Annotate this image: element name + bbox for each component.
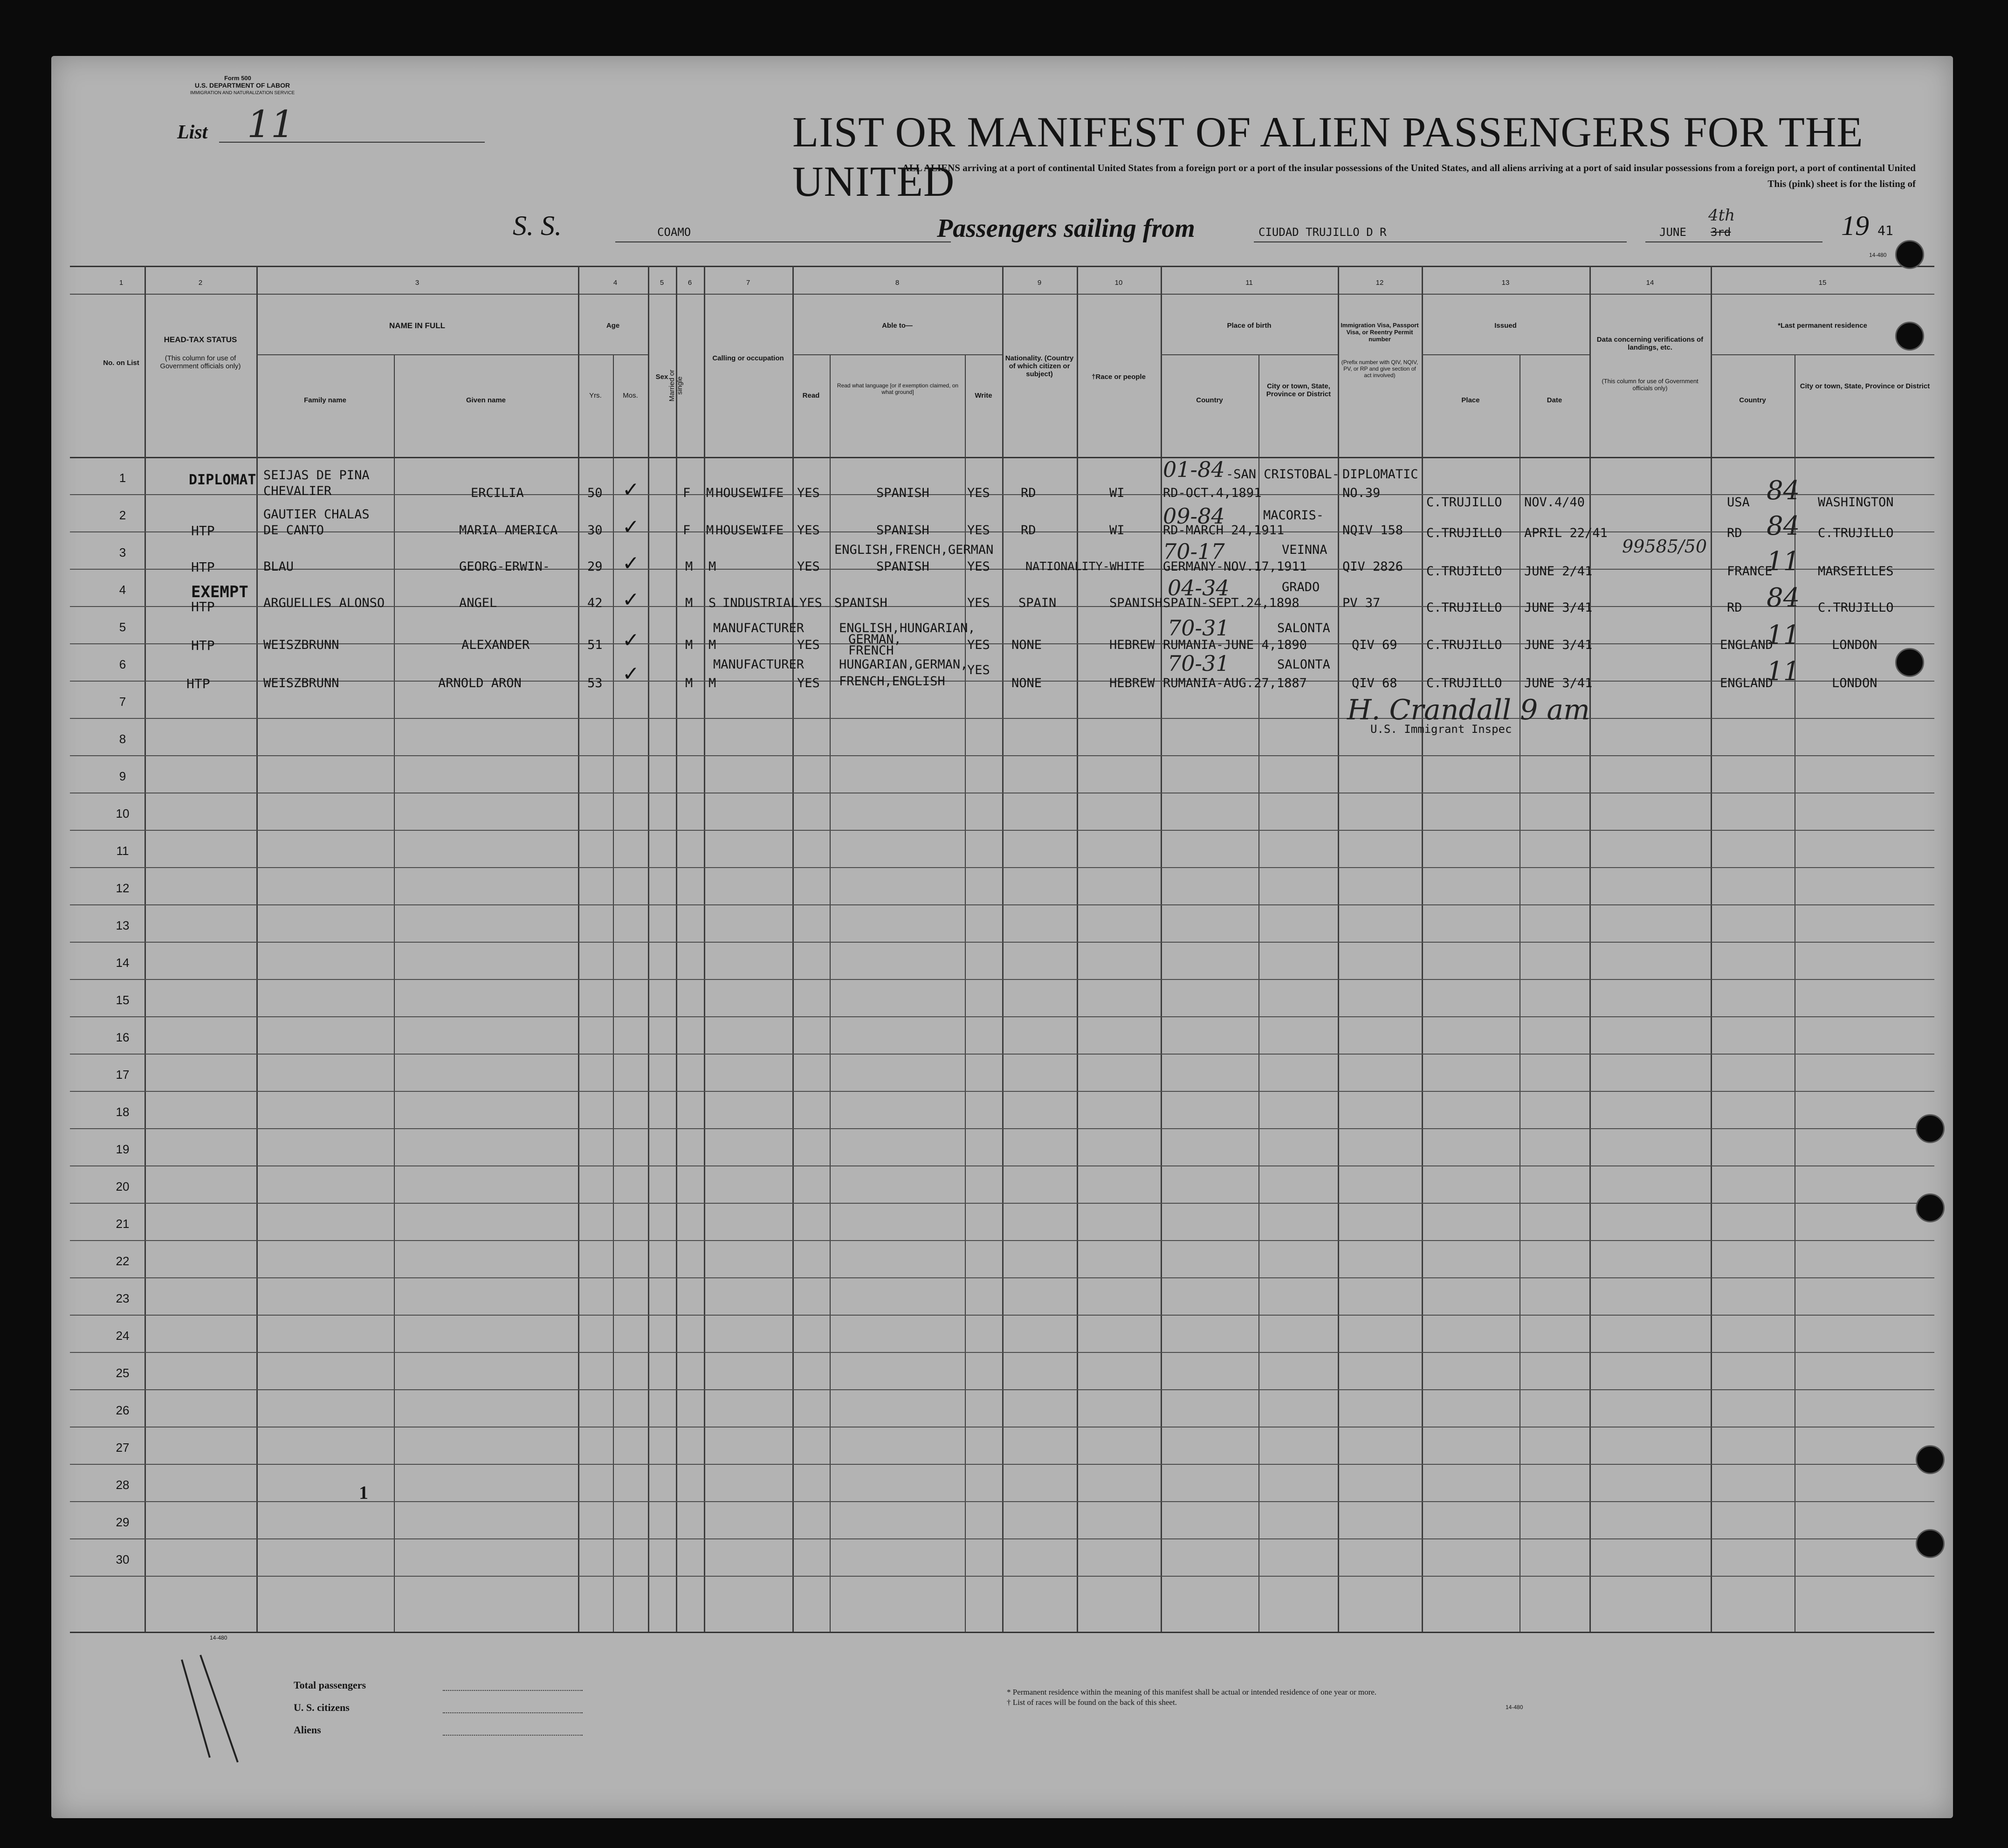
row2-given: MARIA AMERICA xyxy=(459,523,558,538)
header-name-in-full: NAME IN FULL xyxy=(389,321,445,330)
row6-res-country: ENGLAND xyxy=(1720,676,1773,690)
age-divider xyxy=(578,354,648,355)
row-number: 11 xyxy=(116,844,129,858)
row6-read: YES xyxy=(797,676,820,690)
row1-family-top: SEIJAS DE PINA xyxy=(263,468,370,483)
col-num-14: 14 xyxy=(1646,279,1654,287)
col-num-8: 8 xyxy=(895,279,900,287)
row3-check: ✓ xyxy=(622,552,640,575)
row1-res-country: USA xyxy=(1727,495,1750,510)
header-married: Married or single xyxy=(668,369,684,402)
row-line xyxy=(70,1240,1934,1241)
year-suffix: 41 xyxy=(1877,223,1893,238)
row-number: 21 xyxy=(116,1217,130,1231)
hand-code-row6: 70-31 xyxy=(1168,651,1230,676)
corner-code: 14-480 xyxy=(1869,252,1887,258)
row1-birth-city-top: -SAN CRISTOBAL- xyxy=(1226,467,1340,482)
row-line xyxy=(70,904,1934,905)
row3-family: BLAU xyxy=(263,559,294,574)
row4-race: SPANISH xyxy=(1109,596,1162,610)
row3-res-country: FRANCE xyxy=(1727,564,1773,579)
row6-language: FRENCH,ENGLISH xyxy=(839,674,945,689)
list-label: List xyxy=(177,122,208,143)
row2-nationality: RD xyxy=(1021,523,1036,538)
hand-res-row2: 84 xyxy=(1767,511,1800,541)
row-line xyxy=(70,1277,1934,1278)
binder-hole xyxy=(1895,240,1924,269)
col-num-1: 1 xyxy=(119,279,124,287)
row5-status: HTP xyxy=(191,638,215,653)
binder-hole xyxy=(1916,1529,1945,1558)
row5-race: HEBREW xyxy=(1109,638,1155,652)
hand-res-row1: 84 xyxy=(1767,476,1800,506)
row6-issued-date: JUNE 3/41 xyxy=(1524,676,1593,690)
header-read: Read xyxy=(802,392,820,400)
name-divider xyxy=(256,354,578,355)
row3-given: GEORG-ERWIN- xyxy=(459,559,550,574)
row2-family-top: GAUTIER CHALAS xyxy=(263,507,370,522)
row-number: 1 xyxy=(119,471,126,485)
row5-language-top: ENGLISH,HUNGARIAN, xyxy=(839,621,976,635)
row2-marital: M xyxy=(706,523,714,538)
footer-us-citizens: U. S. citizens xyxy=(294,1702,350,1713)
col-line xyxy=(830,354,831,1632)
row4-status: HTP xyxy=(191,599,215,614)
row4-marital: S xyxy=(708,596,716,610)
row-number: 23 xyxy=(116,1291,130,1305)
col-num-15: 15 xyxy=(1818,279,1827,287)
row4-nationality: SPAIN xyxy=(1018,596,1057,610)
row6-status: HTP xyxy=(186,676,210,691)
row-number: 14 xyxy=(116,956,130,970)
row-number: 12 xyxy=(116,881,130,895)
header-birth-country: Country xyxy=(1196,396,1223,404)
row-line xyxy=(70,1501,1934,1502)
col-line xyxy=(613,354,614,1632)
row1-issued-date: NOV.4/40 xyxy=(1524,495,1585,510)
ship-name: COAMO xyxy=(657,226,691,239)
row3-res-city: MARSEILLES xyxy=(1818,564,1894,579)
date-month: JUNE xyxy=(1659,226,1686,239)
row3-issued-date: JUNE 2/41 xyxy=(1524,564,1593,579)
ship-underline xyxy=(615,241,951,242)
port-underline xyxy=(1254,241,1627,242)
row1-marital: M xyxy=(706,486,714,500)
birth-divider xyxy=(1161,354,1338,355)
row6-issued-place: C.TRUJILLO xyxy=(1426,676,1502,690)
row-number: 27 xyxy=(116,1441,130,1455)
row6-res-city: LONDON xyxy=(1832,676,1877,690)
date-day: 4th xyxy=(1708,206,1735,225)
row4-sex: M xyxy=(685,596,693,610)
row3-language-top: ENGLISH,FRENCH,GERMAN xyxy=(834,543,994,557)
row-number: 5 xyxy=(119,620,126,634)
header-given-name: Given name xyxy=(466,396,506,404)
instruction-text: ALL ALIENS arriving at a port of continental United States from a foreign port or a port of the insular possessions of the United States, and all aliens arriving at a port of said insular possessions from a foreign port, a port of continental United xyxy=(902,162,1916,173)
row2-issued-date: APRIL 22/41 xyxy=(1524,526,1608,540)
header-res-country: Country xyxy=(1739,396,1766,404)
row-line xyxy=(70,1054,1934,1055)
row3-write: YES xyxy=(967,559,990,574)
footer-total-passengers: Total passengers xyxy=(294,1679,366,1691)
row-line xyxy=(70,494,1934,495)
row6-nationality: NONE xyxy=(1011,676,1042,690)
header-mos: Mos. xyxy=(623,392,638,400)
row-number: 8 xyxy=(119,732,126,746)
header-race: †Race or people xyxy=(1092,373,1146,381)
department-name: U.S. DEPARTMENT OF LABOR xyxy=(194,82,290,89)
row-number: 25 xyxy=(116,1366,130,1380)
row3-birth-city-top: VEINNA xyxy=(1282,543,1327,557)
row-line xyxy=(70,942,1934,943)
row-line xyxy=(70,1091,1934,1092)
header-issued-date: Date xyxy=(1547,396,1562,404)
binder-hole xyxy=(1916,1114,1945,1143)
row6-write: YES xyxy=(967,663,990,677)
row5-language-bottom: FRENCH xyxy=(848,643,894,658)
row5-family: WEISZBRUNN xyxy=(263,638,339,652)
header-issued-place: Place xyxy=(1461,396,1480,404)
row5-issued-date: JUNE 3/41 xyxy=(1524,638,1593,652)
row-number: 4 xyxy=(119,583,126,597)
col-line xyxy=(394,354,395,1632)
row-line xyxy=(70,1315,1934,1316)
col-line xyxy=(1258,354,1259,1632)
row4-language: SPANISH xyxy=(834,596,887,610)
header-place-of-birth: Place of birth xyxy=(1227,322,1272,330)
row2-family: DE CANTO xyxy=(263,523,324,538)
row5-marital: M xyxy=(708,638,716,652)
row4-occupation: INDUSTRIAL xyxy=(722,596,798,610)
row2-check: ✓ xyxy=(622,515,640,539)
row-number: 30 xyxy=(116,1552,130,1566)
row-number: 20 xyxy=(116,1179,130,1193)
row1-sex: F xyxy=(683,486,691,500)
row2-res-country: RD xyxy=(1727,526,1742,540)
row5-issued-place: C.TRUJILLO xyxy=(1426,638,1502,652)
row4-visa: PV 37 xyxy=(1342,596,1381,610)
row-line xyxy=(70,1389,1934,1390)
row-line xyxy=(70,531,1934,532)
header-sex: Sex xyxy=(655,373,668,381)
row6-marital: M xyxy=(708,676,716,690)
ss-label: S. S. xyxy=(513,210,562,241)
header-nationality: Nationality. (Country of which citizen or subject) xyxy=(1005,354,1074,378)
row1-race: WI xyxy=(1109,486,1125,500)
col-num-6: 6 xyxy=(688,279,692,287)
row5-language: GERMAN, xyxy=(848,632,901,647)
row6-occupation: MANUFACTURER xyxy=(713,657,805,672)
row1-res-city: WASHINGTON xyxy=(1818,495,1894,510)
header-res-city: City or town, State, Province or District xyxy=(1800,382,1930,390)
row3-birth: GERMANY-NOV.17,1911 xyxy=(1163,559,1307,574)
row2-occupation: HOUSEWIFE xyxy=(715,523,784,538)
row3-read: YES xyxy=(797,559,820,574)
row-number: 29 xyxy=(116,1515,130,1529)
hand-code-row2: 09-84 xyxy=(1163,503,1225,529)
row5-check: ✓ xyxy=(622,628,640,652)
us-citizens-line xyxy=(443,1712,583,1713)
row5-age: 51 xyxy=(587,638,603,652)
row-line xyxy=(70,1576,1934,1577)
row1-birth: RD-OCT.4,1891 xyxy=(1163,486,1262,500)
row3-status: HTP xyxy=(191,559,215,575)
date-underline xyxy=(1645,241,1822,242)
row-line xyxy=(70,979,1934,980)
row-number: 15 xyxy=(116,993,130,1007)
header-last-residence: *Last permanent residence xyxy=(1778,322,1867,330)
row-line xyxy=(70,569,1934,570)
row2-write: YES xyxy=(967,523,990,538)
row-line xyxy=(70,1203,1934,1204)
row1-issued-place: C.TRUJILLO xyxy=(1426,495,1502,510)
header-read-language: Read what language [or if exemption claimed, on what ground] xyxy=(837,382,959,395)
row4-write: YES xyxy=(967,596,990,610)
header-head-tax: HEAD-TAX STATUS xyxy=(164,335,237,344)
row6-sex: M xyxy=(685,676,693,690)
table-bottom-border xyxy=(70,1632,1934,1633)
row4-birth: SPAIN-SEPT.24,1898 xyxy=(1163,596,1300,610)
list-number: 11 xyxy=(247,103,295,146)
hand-res-row5: 11 xyxy=(1767,620,1800,650)
row4-read: YES xyxy=(799,596,822,610)
header-head-tax-note: (This column for use of Government officials only) xyxy=(160,354,241,370)
page-count: 1 xyxy=(359,1482,368,1503)
row2-language: SPANISH xyxy=(876,523,929,538)
form-number: Form 500 xyxy=(224,75,251,82)
row2-birth-city-top: MACORIS- xyxy=(1263,508,1324,523)
sailing-label: Passengers sailing from xyxy=(937,214,1195,243)
issued-divider xyxy=(1422,354,1589,355)
footer-aliens: Aliens xyxy=(294,1724,321,1736)
row-line xyxy=(70,681,1934,682)
row6-age: 53 xyxy=(587,676,603,690)
header-verifications: Data concerning verifications of landings, etc. xyxy=(1596,336,1704,352)
col-num-10: 10 xyxy=(1114,279,1123,287)
row-number: 17 xyxy=(116,1068,130,1082)
row-line xyxy=(70,1128,1934,1129)
footer-code-left: 14-480 xyxy=(210,1634,227,1641)
header-age: Age xyxy=(606,322,620,330)
hand-verification-row3: 99585/50 xyxy=(1622,536,1707,557)
col-num-12: 12 xyxy=(1375,279,1384,287)
row6-visa: QIV 68 xyxy=(1352,676,1397,690)
row-line xyxy=(70,830,1934,831)
row5-res-country: ENGLAND xyxy=(1720,638,1773,652)
header-issued: Issued xyxy=(1494,322,1517,330)
row-number: 16 xyxy=(116,1030,130,1044)
row2-sex: F xyxy=(683,523,691,538)
row6-birth: RUMANIA-AUG.27,1887 xyxy=(1163,676,1307,690)
header-visa-note: (Prefix number with QIV, NQIV, PV, or RP and give section of act involved) xyxy=(1341,359,1418,379)
row4-birth-city-top: GRADO xyxy=(1282,580,1320,594)
row5-write: YES xyxy=(967,638,990,652)
row-number: 7 xyxy=(119,695,126,709)
footer-note-residence: * Permanent residence within the meaning of this manifest shall be actual or intended residence of one year or more. xyxy=(1007,1688,1377,1696)
manifest-title: LIST OR MANIFEST OF ALIEN PASSENGERS FOR THE UNITED xyxy=(792,108,1864,205)
inspector-signature: H. Crandall 9 am xyxy=(1347,694,1590,726)
manifest-sheet xyxy=(51,56,1953,1818)
row1-visa: NO.39 xyxy=(1342,486,1381,500)
row-line xyxy=(70,755,1934,756)
header-birth-city: City or town, State, Province or District xyxy=(1266,382,1331,398)
row-number: 9 xyxy=(119,769,126,783)
row2-visa: NQIV 158 xyxy=(1342,523,1403,538)
row-number: 13 xyxy=(116,918,130,932)
binder-hole xyxy=(1916,1193,1945,1222)
header-write: Write xyxy=(975,392,992,400)
row-number: 3 xyxy=(119,545,126,559)
row3-language: SPANISH xyxy=(876,559,929,574)
row-line xyxy=(70,1352,1934,1353)
row5-read: YES xyxy=(797,638,820,652)
row2-birth: RD-MARCH 24,1911 xyxy=(1163,523,1285,538)
binder-hole xyxy=(1916,1445,1945,1474)
row-number: 24 xyxy=(116,1329,130,1343)
row1-age: 50 xyxy=(587,486,603,500)
row4-given: ANGEL xyxy=(459,596,497,610)
header-able-to: Able to— xyxy=(882,322,913,330)
row5-given: ALEXANDER xyxy=(461,638,530,652)
footer-code-right: 14-480 xyxy=(1506,1704,1523,1710)
col-num-4: 4 xyxy=(613,279,618,287)
row1-given: ERCILIA xyxy=(471,486,524,500)
row-number: 18 xyxy=(116,1105,130,1119)
date-day-struck: 3rd xyxy=(1711,226,1731,239)
row1-visa-top: DIPLOMATIC xyxy=(1342,467,1418,482)
row2-res-city: C.TRUJILLO xyxy=(1818,526,1894,540)
row-line xyxy=(70,643,1934,644)
row-number: 19 xyxy=(116,1142,130,1156)
row1-write: YES xyxy=(967,486,990,500)
port-name: CIUDAD TRUJILLO D R xyxy=(1258,226,1387,239)
row-line xyxy=(70,1538,1934,1539)
instruction-text-2: This (pink) sheet is for the listing of xyxy=(1767,178,1916,189)
row-line xyxy=(70,718,1934,719)
hand-code-row5: 70-31 xyxy=(1168,615,1230,641)
row1-language: SPANISH xyxy=(876,486,929,500)
col-num-2: 2 xyxy=(198,279,203,287)
row1-nationality: RD xyxy=(1021,486,1036,500)
row5-birth: RUMANIA-JUNE 4,1890 xyxy=(1163,638,1307,652)
row4-family: ARGUELLES ALONSO xyxy=(263,596,385,610)
binder-hole xyxy=(1895,322,1924,351)
col-num-11: 11 xyxy=(1245,279,1253,287)
row-number: 22 xyxy=(116,1254,130,1268)
row-line xyxy=(70,867,1934,868)
total-passengers-line xyxy=(443,1690,583,1691)
row4-res-city: C.TRUJILLO xyxy=(1818,600,1894,615)
row-number: 6 xyxy=(119,657,126,671)
row1-read: YES xyxy=(797,486,820,500)
row4-issued-place: C.TRUJILLO xyxy=(1426,600,1502,615)
row-number: 2 xyxy=(119,508,126,522)
row2-read: YES xyxy=(797,523,820,538)
header-verifications-note: (This column for use of Government officials only) xyxy=(1602,378,1699,392)
hand-code-row4: 04-34 xyxy=(1168,575,1230,600)
slash-marks xyxy=(163,1650,256,1772)
row2-issued-place: C.TRUJILLO xyxy=(1426,526,1502,540)
col-num-9: 9 xyxy=(1037,279,1042,287)
row1-check: ✓ xyxy=(622,478,640,502)
row3-nationality: NATIONALITY-WHITE xyxy=(1025,559,1145,573)
row4-res-country: RD xyxy=(1727,600,1742,615)
hand-res-row6: 11 xyxy=(1767,656,1800,687)
hand-code-row3: 70-17 xyxy=(1163,539,1225,564)
row3-age: 29 xyxy=(587,559,603,574)
row6-check: ✓ xyxy=(622,662,640,686)
hand-res-row3: 11 xyxy=(1767,546,1800,577)
row3-visa: QIV 2826 xyxy=(1342,559,1403,574)
residence-divider xyxy=(1711,354,1934,355)
row1-occupation: HOUSEWIFE xyxy=(715,486,784,500)
row6-race: HEBREW xyxy=(1109,676,1155,690)
row2-status: HTP xyxy=(191,523,215,538)
header-no-on-list: No. on List xyxy=(103,359,139,367)
header-calling: Calling or occupation xyxy=(712,354,784,362)
able-to-divider xyxy=(792,354,1002,355)
col-num-7: 7 xyxy=(746,279,750,287)
aliens-line xyxy=(443,1735,583,1736)
row1-status: DIPLOMAT xyxy=(189,472,256,488)
header-visa: Immigration Visa, Passport Visa, or Reentry Permit number xyxy=(1341,322,1419,343)
row4-status-top: EXEMPT xyxy=(191,583,248,601)
row3-marital: M xyxy=(708,559,716,574)
hand-code-row1: 01-84 xyxy=(1163,457,1225,482)
row5-birth-city-top: SALONTA xyxy=(1277,621,1330,635)
row-number: 26 xyxy=(116,1403,130,1417)
row-number: 28 xyxy=(116,1478,130,1492)
row-number: 10 xyxy=(116,807,130,821)
footer-note-races: † List of races will be found on the back of this sheet. xyxy=(1007,1698,1177,1707)
row5-occupation: MANUFACTURER xyxy=(713,621,805,635)
row-line xyxy=(70,1165,1934,1166)
header-family-name: Family name xyxy=(304,396,346,404)
row6-given: ARNOLD ARON xyxy=(438,676,522,690)
col-num-13: 13 xyxy=(1501,279,1510,287)
hand-res-row4: 84 xyxy=(1767,583,1800,613)
row6-birth-city-top: SALONTA xyxy=(1277,657,1330,672)
row5-res-city: LONDON xyxy=(1832,638,1877,652)
row1-family: CHEVALIER xyxy=(263,484,332,498)
row3-issued-place: C.TRUJILLO xyxy=(1426,564,1502,579)
row2-age: 30 xyxy=(587,523,603,538)
row6-language-top: HUNGARIAN,GERMAN, xyxy=(839,657,968,672)
row-line xyxy=(70,1016,1934,1017)
row4-age: 42 xyxy=(587,596,603,610)
binder-hole xyxy=(1895,648,1924,677)
header-yrs: Yrs. xyxy=(589,392,602,400)
inspector-stamp: U.S. Immigrant Inspec xyxy=(1370,723,1512,736)
year-prefix: 19 xyxy=(1841,210,1869,241)
row5-visa: QIV 69 xyxy=(1352,638,1397,652)
row3-sex: M xyxy=(685,559,693,574)
row6-family: WEISZBRUNN xyxy=(263,676,339,690)
row4-check: ✓ xyxy=(622,588,640,612)
col-num-5: 5 xyxy=(660,279,664,287)
col-num-3: 3 xyxy=(415,279,419,287)
row4-issued-date: JUNE 3/41 xyxy=(1524,600,1593,615)
row-line xyxy=(70,1464,1934,1465)
row2-race: WI xyxy=(1109,523,1125,538)
service-name: IMMIGRATION AND NATURALIZATION SERVICE xyxy=(190,90,295,96)
row5-sex: M xyxy=(685,638,693,652)
row5-nationality: NONE xyxy=(1011,638,1042,652)
